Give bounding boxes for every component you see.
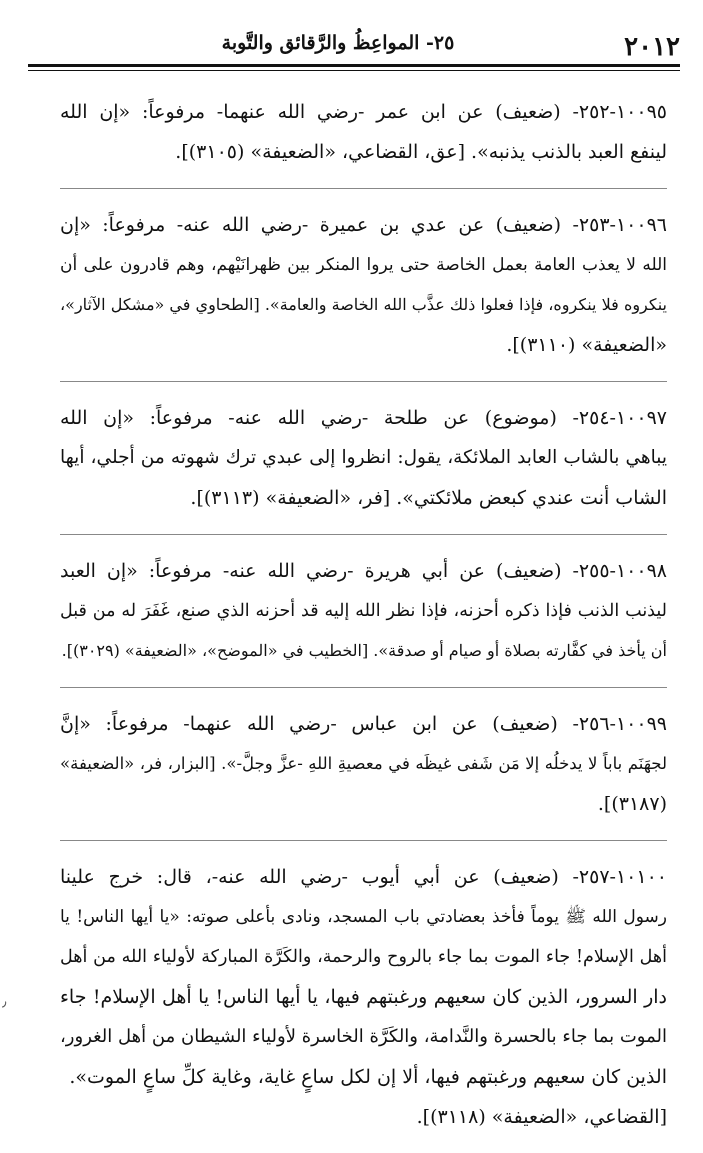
entry-line: لجهَنَم باباً لا يدخلُه إلا مَن شَفى غيظَه في معصيةِ اللهِ -عزَّ وجلَّ-». [البزار، فر، «الضعيفة» <box>60 754 667 773</box>
entry-line: الله لا يعذب العامة بعمل الخاصة حتى يروا المنكر بين ظهرانَيْهم، وهم قادرون على أن <box>60 255 667 275</box>
entry-line: الشاب أنت عندي كبعض ملائكتي». [فر، «الضعيفة» (٣١١٣)]. <box>190 487 667 509</box>
header-rule-thick <box>28 64 680 67</box>
entry-line: دار السرور، الذين كان سعيهم ورغبتهم فيها، يا أيها الناس! يا أهل الإسلام! جاء <box>60 986 667 1008</box>
entry-line: ١٠٠٩٧-٢٥٤- (موضوع) عن طلحة -رضي الله عنه- مرفوعاً: «إن الله <box>60 407 667 429</box>
entry-line: لينفع العبد بالذنب يذنبه». [عق، القضاعي، «الضعيفة» (٣١٠٥)]. <box>175 141 667 163</box>
hadith-entry-10098 <box>60 551 667 671</box>
entry-divider <box>60 381 667 382</box>
header-rule-thin <box>28 70 680 71</box>
entry-line: ١٠٠٩٥-٢٥٢- (ضعيف) عن ابن عمر -رضي الله عنهما- مرفوعاً: «إن الله <box>60 101 667 123</box>
entry-line: ١٠١٠٠-٢٥٧- (ضعيف) عن أبي أيوب -رضي الله عنه-، قال: خرج علينا <box>60 866 667 888</box>
entry-line: أن يأخذ في كفَّارته بصلاة أو صيام أو صدقة». [الخطيب في «الموضح»، «الضعيفة» (٣٠٢٩)]. <box>61 641 667 660</box>
hadith-entry-10097 <box>60 398 667 518</box>
entry-line: [القضاعي، «الضعيفة» (٣١١٨)]. <box>416 1106 667 1128</box>
entry-line: ينكروه فلا ينكروه، فإذا فعلوا ذلك عذَّب الله الخاصة والعامة». [الطحاوي في «مشكل الآثار»، <box>60 295 667 314</box>
entry-line: ١٠٠٩٨-٢٥٥- (ضعيف) عن أبي هريرة -رضي الله عنه- مرفوعاً: «إن العبد <box>60 560 667 582</box>
entry-line: ١٠٠٩٩-٢٥٦- (ضعيف) عن ابن عباس -رضي الله عنهما- مرفوعاً: «إنَّ <box>60 713 667 735</box>
entry-divider <box>60 188 667 189</box>
entry-divider <box>60 534 667 535</box>
entry-line: يباهي بالشاب العابد الملائكة، يقول: انظروا إلى عبدي ترك شهوته من أجلي، أيها <box>60 447 667 468</box>
entry-line: «الضعيفة» (٣١١٠)]. <box>506 334 667 356</box>
hadith-entry-10096 <box>60 205 667 365</box>
entry-line: الذين كان سعيهم ورغبتهم فيها، ألا إن لكل ساعٍ غاية، وغاية كلِّ ساعٍ الموت». <box>69 1066 667 1088</box>
margin-mark: ٫ <box>2 994 7 1010</box>
page-number: ٢٠١٢ <box>624 32 680 62</box>
running-title: ٢٥- المواعِظُ والرَّقائق والتَّوبة <box>221 32 455 54</box>
entry-line: الموت بما جاء بالحسرة والنَّدامة، والكَرَّة الخاسرة لأولياء الشيطان من أهل الغرور، <box>60 1026 667 1047</box>
entry-divider <box>60 840 667 841</box>
hadith-list <box>60 92 667 1153</box>
entry-line: ١٠٠٩٦-٢٥٣- (ضعيف) عن عدي بن عميرة -رضي الله عنه- مرفوعاً: «إن <box>60 214 667 236</box>
entry-line: ليذنب الذنب فإذا ذكره أحزنه، فإذا نظر الله إليه قد أحزنه الذي صنع، غَفَرَ له من قبل <box>60 601 667 621</box>
entry-line: رسول الله ﷺ يوماً فأخذ بعضادتي باب المسجد، ونادى بأعلى صوته: «يا أيها الناس! يا <box>60 907 667 927</box>
page-header <box>28 28 680 74</box>
hadith-entry-10099 <box>60 704 667 824</box>
hadith-entry-10095 <box>60 92 667 172</box>
hadith-entry-10100 <box>60 857 667 1137</box>
entry-line: أهل الإسلام! جاء الموت بما جاء بالروح والرحمة، والكَرَّة المباركة لأولياء الله من أهل <box>60 947 667 967</box>
entry-divider <box>60 687 667 688</box>
entry-line: (٣١٨٧)]. <box>597 793 667 815</box>
